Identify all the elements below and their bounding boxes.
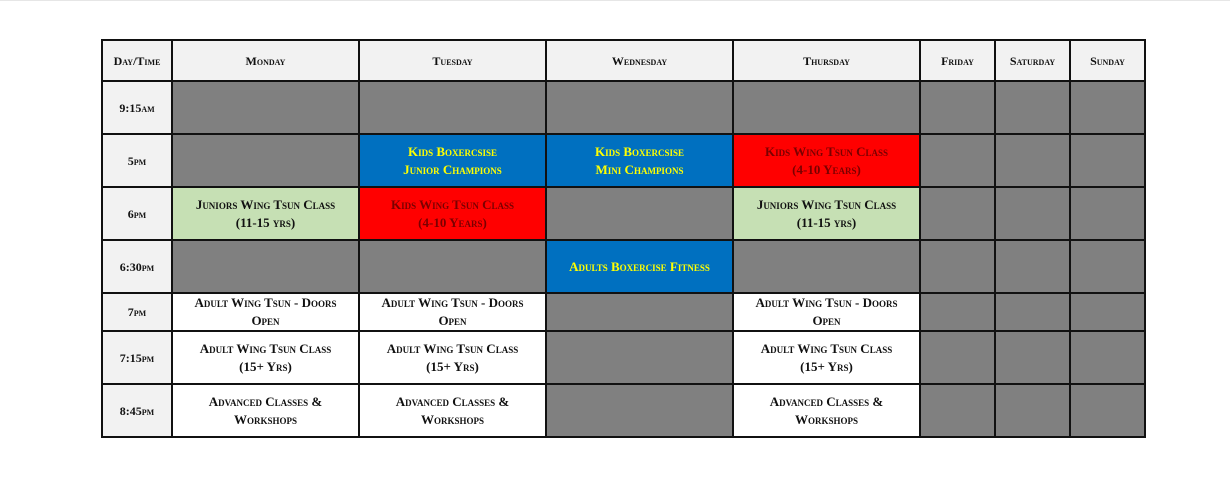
empty-slot <box>995 187 1070 240</box>
empty-slot <box>995 331 1070 384</box>
time-1700: 5pm <box>102 134 172 187</box>
class-title: Kids Wing Tsun Class <box>391 196 514 212</box>
class-subtitle: (4-10 Years) <box>418 214 487 230</box>
header-monday: Monday <box>172 40 359 81</box>
class-title: Advanced Classes & <box>395 393 510 409</box>
empty-slot <box>1070 240 1145 293</box>
class-title: Advanced Classes & <box>208 393 323 409</box>
class-title: Adult Wing Tsun - Doors <box>381 295 524 310</box>
class-kids-boxercise-junior <box>359 134 546 187</box>
row-1700 <box>102 134 1145 187</box>
row-1800 <box>102 187 1145 240</box>
class-subtitle: Open <box>251 313 280 328</box>
class-kids-wing-tsun-tuesday <box>359 187 546 240</box>
class-subtitle: (4-10 Years) <box>792 161 861 177</box>
class-doors-open-thursday <box>733 293 920 331</box>
row-2045 <box>102 384 1145 437</box>
top-border-line <box>0 0 1230 1</box>
empty-slot <box>1070 81 1145 134</box>
time-1830: 6:30pm <box>102 240 172 293</box>
class-adults-boxercise <box>546 240 733 293</box>
class-juniors-wing-tsun-thursday <box>733 187 920 240</box>
empty-slot <box>1070 134 1145 187</box>
class-juniors-wing-tsun-monday <box>172 187 359 240</box>
time-0915: 9:15am <box>102 81 172 134</box>
class-subtitle: Open <box>438 313 467 328</box>
empty-slot <box>546 293 733 331</box>
empty-slot <box>546 81 733 134</box>
class-subtitle: (15+ Yrs) <box>426 358 479 374</box>
class-subtitle: Open <box>812 313 841 328</box>
time-1915: 7:15pm <box>102 331 172 384</box>
class-kids-boxercise-mini <box>546 134 733 187</box>
header-friday: Friday <box>920 40 995 81</box>
empty-slot <box>172 134 359 187</box>
class-kids-wing-tsun-thursday <box>733 134 920 187</box>
empty-slot <box>995 384 1070 437</box>
empty-slot <box>1070 187 1145 240</box>
header-thursday: Thursday <box>733 40 920 81</box>
empty-slot <box>359 240 546 293</box>
row-1830 <box>102 240 1145 293</box>
class-title: Kids Wing Tsun Class <box>765 143 888 159</box>
class-subtitle: Workshops <box>420 411 484 427</box>
class-doors-open-tuesday <box>359 293 546 331</box>
row-1915 <box>102 331 1145 384</box>
time-1900: 7pm <box>102 293 172 331</box>
empty-slot <box>546 187 733 240</box>
empty-slot <box>920 293 995 331</box>
class-advanced-thursday <box>733 384 920 437</box>
class-subtitle: Junior Champions <box>403 161 502 177</box>
class-title: Adult Wing Tsun Class <box>199 340 332 356</box>
class-title: Adult Wing Tsun - Doors <box>194 295 337 310</box>
class-title: Adult Wing Tsun Class <box>386 340 519 356</box>
row-1900 <box>102 293 1145 331</box>
class-title: Advanced Classes & <box>769 393 884 409</box>
class-subtitle: Mini Champions <box>595 161 684 177</box>
header-row <box>102 40 1145 81</box>
class-subtitle: (15+ Yrs) <box>239 358 292 374</box>
header-tuesday: Tuesday <box>359 40 546 81</box>
empty-slot <box>359 81 546 134</box>
class-subtitle: (15+ Yrs) <box>800 358 853 374</box>
empty-slot <box>995 293 1070 331</box>
empty-slot <box>1070 384 1145 437</box>
header-saturday: Saturday <box>995 40 1070 81</box>
class-timetable <box>101 39 1146 438</box>
empty-slot <box>920 240 995 293</box>
header-daytime: Day/Time <box>102 40 172 81</box>
class-advanced-tuesday <box>359 384 546 437</box>
class-adult-wing-tsun-thursday <box>733 331 920 384</box>
empty-slot <box>733 240 920 293</box>
class-subtitle: Workshops <box>233 411 297 427</box>
empty-slot <box>172 240 359 293</box>
header-wednesday: Wednesday <box>546 40 733 81</box>
class-adult-wing-tsun-tuesday <box>359 331 546 384</box>
class-adult-wing-tsun-monday <box>172 331 359 384</box>
class-doors-open-monday <box>172 293 359 331</box>
empty-slot <box>995 240 1070 293</box>
empty-slot <box>1070 331 1145 384</box>
empty-slot <box>1070 293 1145 331</box>
class-title: Juniors Wing Tsun Class <box>195 196 336 212</box>
row-0915 <box>102 81 1145 134</box>
empty-slot <box>920 331 995 384</box>
class-title: Adult Wing Tsun Class <box>760 340 893 356</box>
class-title: Adult Wing Tsun - Doors <box>755 295 898 310</box>
empty-slot <box>733 81 920 134</box>
time-1800: 6pm <box>102 187 172 240</box>
class-title: Kids Boxercsise <box>594 143 685 159</box>
empty-slot <box>546 384 733 437</box>
empty-slot <box>172 81 359 134</box>
empty-slot <box>920 81 995 134</box>
class-title: Adults Boxercise Fitness <box>569 258 710 274</box>
class-title: Kids Boxercsise <box>407 143 498 159</box>
empty-slot <box>920 187 995 240</box>
empty-slot <box>920 384 995 437</box>
class-advanced-monday <box>172 384 359 437</box>
class-subtitle: Workshops <box>794 411 858 427</box>
class-title: Juniors Wing Tsun Class <box>756 196 897 212</box>
header-sunday: Sunday <box>1070 40 1145 81</box>
time-2045: 8:45pm <box>102 384 172 437</box>
empty-slot <box>920 134 995 187</box>
class-subtitle: (11-15 yrs) <box>796 214 857 230</box>
class-subtitle: (11-15 yrs) <box>235 214 296 230</box>
empty-slot <box>995 134 1070 187</box>
empty-slot <box>546 331 733 384</box>
empty-slot <box>995 81 1070 134</box>
